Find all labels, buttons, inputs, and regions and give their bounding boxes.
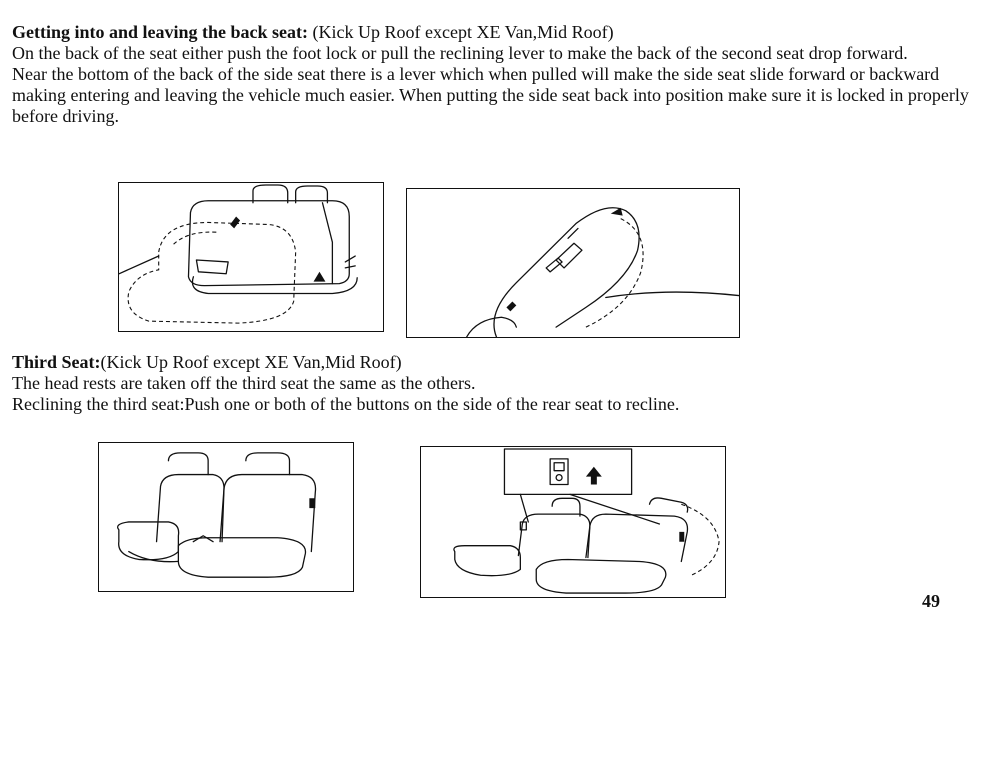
section-third-seat-paragraph-1: The head rests are taken off the third seat the same as the others. xyxy=(12,373,476,393)
section-back-seat-paragraph-2: Near the bottom of the back of the side seat there is a lever which when pulled will make the side seat slide forward or backward making entering and leaving the vehicle much easier. When putting the side seat back into position make sure it is locked in properly before driving. xyxy=(12,64,969,126)
section-back-seat xyxy=(12,22,987,127)
section-third-seat-heading: Third Seat: xyxy=(12,352,101,372)
third-seat-upright-drawing xyxy=(99,443,353,591)
reclining-lever-closeup-illustration xyxy=(406,188,740,338)
section-third-seat-heading-line xyxy=(12,352,987,373)
section-third-seat xyxy=(12,352,987,415)
seat-fold-forward-drawing xyxy=(119,183,383,331)
section-back-seat-paragraph-1: On the back of the seat either push the foot lock or pull the reclining lever to make the back of the second seat drop forward. xyxy=(12,43,908,63)
section-back-seat-heading: Getting into and leaving the back seat: xyxy=(12,22,309,42)
section-back-seat-heading-line xyxy=(12,22,987,43)
third-seat-recline-drawing xyxy=(421,447,725,597)
section-back-seat-heading-note: (Kick Up Roof except XE Van,Mid Roof) xyxy=(308,22,614,42)
third-seat-upright-illustration xyxy=(98,442,354,592)
page-number: 49 xyxy=(922,591,940,611)
third-seat-recline-button-illustration xyxy=(420,446,726,598)
section-third-seat-heading-note: (Kick Up Roof except XE Van,Mid Roof) xyxy=(100,352,402,372)
reclining-lever-drawing xyxy=(407,189,739,337)
section-third-seat-paragraph-2: Reclining the third seat:Push one or both of the buttons on the side of the rear seat to recline. xyxy=(12,394,680,414)
seat-fold-forward-illustration xyxy=(118,182,384,332)
